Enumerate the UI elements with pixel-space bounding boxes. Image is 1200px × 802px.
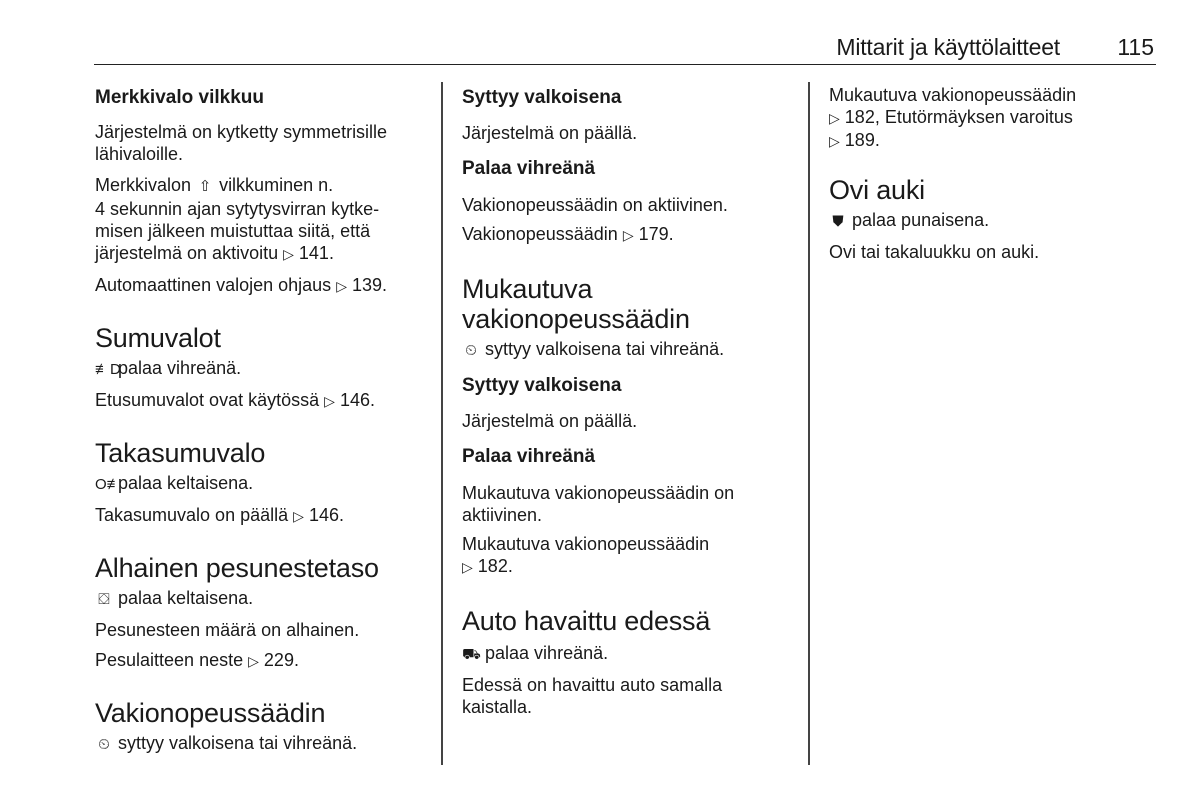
page-reference[interactable]: 182, Etutörmäyksen varoitus <box>844 107 1073 127</box>
paragraph: ⛋ palaa keltaisena. <box>95 587 430 611</box>
paragraph: Edessä on havaittu auto samalla kaistalla. <box>462 675 723 717</box>
rear-fog-light-icon: O≢ <box>95 476 122 493</box>
paragraph: Mukautuva vakionopeussäädin ▷ 182, Etutörmäyksen varoitus ▷ 189. <box>829 85 1077 150</box>
page-reference[interactable]: 141. <box>298 243 334 263</box>
heading-auto-havaittu-edessa: Auto havaittu edessä <box>462 606 711 636</box>
page-header <box>94 30 1156 65</box>
reference-arrow-icon: ▷ <box>829 133 840 149</box>
heading-mukautuva-vakionopeussaadin: Mukautuva vakionopeussäädin <box>462 274 690 334</box>
subheading: Palaa vihreänä <box>462 446 596 467</box>
paragraph: Mukautuva vakionopeussäädin ▷ 182. <box>462 534 710 576</box>
paragraph: Vakionopeussäädin on aktiivinen. <box>462 195 728 215</box>
page-reference[interactable]: 182. <box>477 556 513 576</box>
page-reference[interactable]: 139. <box>351 275 388 295</box>
paragraph: Pesunesteen määrä on alhainen. <box>95 620 360 640</box>
paragraph: Järjestelmä on kytketty symmetrisille lähivaloille. <box>95 122 388 164</box>
page-reference[interactable]: 189. <box>844 130 880 150</box>
heading-ovi-auki: Ovi auki <box>829 175 925 205</box>
column-1 <box>95 84 430 756</box>
vehicle-ahead-icon: ⛟ <box>462 646 481 663</box>
paragraph: ≢D palaa vihreänä. <box>95 357 430 381</box>
heading-sumuvalot: Sumuvalot <box>95 323 221 353</box>
paragraph: O≢ palaa keltaisena. <box>95 472 430 496</box>
paragraph: Etusumuvalot ovat käytössä ▷ 146. <box>95 390 375 410</box>
paragraph: Vakionopeussäädin ▷ 179. <box>462 224 674 244</box>
reference-arrow-icon: ▷ <box>324 393 335 409</box>
heading-takasumuvalo: Takasumuvalo <box>95 438 266 468</box>
paragraph: Ovi tai takaluukku on auki. <box>829 242 1040 262</box>
reference-arrow-icon: ▷ <box>462 559 473 575</box>
paragraph: Mukautuva vakionopeussäädin on aktiivinen. <box>462 483 735 525</box>
paragraph: ⛟ palaa vihreänä. <box>462 642 797 666</box>
subheading: Syttyy valkoisena <box>462 87 622 108</box>
column-divider <box>808 82 810 765</box>
paragraph: Merkkivalon ⇧ vilkkuminen n. 4 sekunnin ajan sytytysvirran kytke- misen jälkeen muistuttaa siitä, että järjestelmä on aktivoitu ▷ 141. <box>95 175 380 263</box>
reference-arrow-icon: ▷ <box>283 246 294 262</box>
column-divider <box>441 82 443 765</box>
washer-fluid-icon: ⛋ <box>98 591 110 608</box>
door-open-icon: ⛊ <box>832 213 844 230</box>
heading-alhainen-pesunestetaso: Alhainen pesunestetaso <box>95 553 379 583</box>
paragraph: ⏲ syttyy valkoisena tai vihreänä. <box>462 338 797 362</box>
cruise-control-icon: ⏲ <box>98 736 110 753</box>
reference-arrow-icon: ▷ <box>622 227 634 243</box>
page-reference[interactable]: 229. <box>263 650 299 670</box>
column-3 <box>829 84 1159 263</box>
paragraph: Järjestelmä on päällä. <box>462 123 638 143</box>
reference-arrow-icon: ▷ <box>829 110 840 126</box>
indicator-icon: ⇧ <box>198 178 212 195</box>
reference-arrow-icon: ▷ <box>293 508 304 524</box>
paragraph: ⛊ palaa punaisena. <box>829 209 1159 233</box>
paragraph: Pesulaitteen neste ▷ 229. <box>95 650 299 670</box>
page-reference[interactable]: 179. <box>638 224 674 244</box>
column-2 <box>462 84 797 718</box>
heading-vakionopeussaadin: Vakionopeussäädin <box>95 698 326 728</box>
paragraph: Takasumuvalo on päällä ▷ 146. <box>95 505 344 525</box>
paragraph: ⏲ syttyy valkoisena tai vihreänä. <box>95 732 430 756</box>
page-reference[interactable]: 146. <box>339 390 375 410</box>
page-reference[interactable]: 146. <box>308 505 344 525</box>
paragraph: Automaattinen valojen ohjaus ▷ 139. <box>95 275 388 295</box>
front-fog-light-icon: ≢D <box>95 361 121 378</box>
section-title: Mittarit ja käyttölaitteet <box>836 34 1060 60</box>
paragraph: Järjestelmä on päällä. <box>462 411 638 431</box>
subheading: Merkkivalo vilkkuu <box>95 87 264 108</box>
reference-arrow-icon: ▷ <box>248 653 259 669</box>
subheading: Syttyy valkoisena <box>462 375 622 396</box>
reference-arrow-icon: ▷ <box>336 278 347 294</box>
subheading: Palaa vihreänä <box>462 158 596 179</box>
adaptive-cruise-control-icon: ⏲ <box>465 342 477 359</box>
page-number: 115 <box>1117 34 1154 60</box>
